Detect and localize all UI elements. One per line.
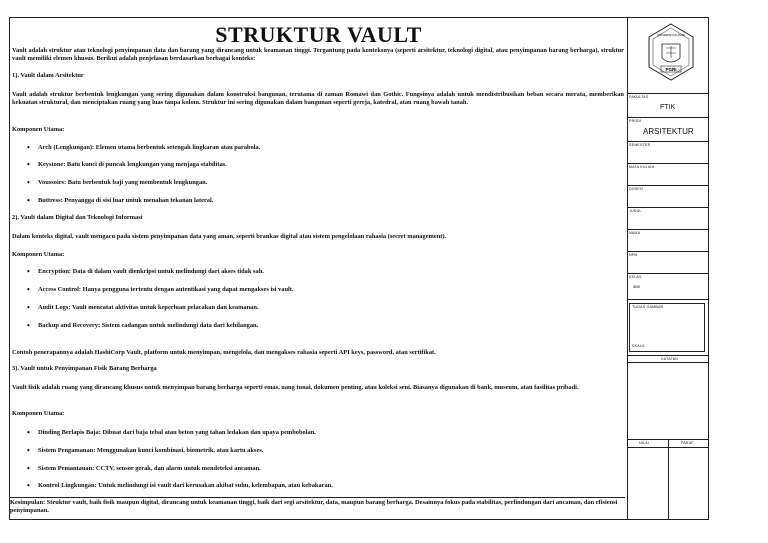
nama-cell	[627, 230, 708, 252]
section-2-components-label: Komponen Utama:	[12, 251, 65, 258]
tugas-gambar-label: TUGAS GAMBAR	[632, 305, 664, 309]
semester-label: SEMESTER	[629, 143, 651, 147]
section-1-item: • Buttress: Penyangga di sisi luar untuk menahan tekanan lateral.	[38, 197, 618, 205]
section-2-paragraph: Dalam konteks digital, vault mengacu pada sistem penyimpanan data yang aman, seperti brankas digital atau sistem pengelolaan rahasia (secret management).	[12, 233, 447, 240]
catatan-label: CATATAN	[661, 357, 679, 361]
main-content	[10, 18, 628, 519]
section-1-item: • Arch (Lengkungan): Elemen utama berbentuk setengah lingkaran atau parabola.	[38, 144, 618, 152]
university-logo-icon	[646, 22, 696, 82]
section-3-item: • Dinding Berlapis Baja: Dibuat dari baja tebal atau beton yang tahan ledakan dan upaya pembobolan.	[38, 429, 618, 437]
tugas-gambar-cell	[627, 300, 708, 356]
npm-label: NPM	[629, 253, 638, 257]
semester-cell	[627, 142, 708, 164]
prodi-label: PRODI	[629, 119, 642, 123]
section-2-heading: 2). Vault dalam Digital dan Teknologi Informasi	[12, 214, 143, 221]
kelas-value: 3B0	[633, 284, 641, 289]
svg-text:UNIVERSITAS PGRI: UNIVERSITAS PGRI	[657, 33, 685, 37]
nama-label: NAMA	[629, 231, 641, 235]
npm-cell	[627, 252, 708, 274]
skala-label: SKALA	[632, 344, 645, 348]
section-3-item: • Kontrol Lingkungan: Untuk melindungi isi vault dari kerusakan akibat suhu, kelembapan, atau kebakaran.	[38, 482, 618, 490]
section-3-item: • Sistem Pemantauan: CCTV, sensor gerak, dan alarm untuk mendeteksi ancaman.	[38, 465, 618, 473]
fakultas-value: FTIK	[660, 104, 676, 111]
paraf-label: PARAF	[681, 441, 694, 445]
section-3-paragraph: Vault fisik adalah ruang yang dirancang khusus untuk menyimpan barang berharga seperti emas, uang tunai, dokumen penting, atau koleksi seni. Biasanya digunakan di bank, museum, atau fasilitas pribadi.	[12, 384, 579, 391]
logo-cell	[627, 18, 708, 94]
section-2-item: • Audit Logs: Vault mencatat aktivitas untuk keperluan pelacakan dan keamanan.	[38, 304, 618, 312]
section-1-components-label: Komponen Utama:	[12, 126, 65, 133]
prodi-cell	[627, 118, 708, 142]
prodi-value: ARSITEKTUR	[643, 127, 694, 136]
catatan-divider	[627, 362, 708, 363]
judul-cell	[627, 208, 708, 230]
section-2-item: • Backup and Recovery: Sistem cadangan untuk melindungi data dari kehilangan.	[38, 322, 618, 330]
section-2-example: Contoh penerapannya adalah HashiCorp Vault, platform untuk menyimpan, mengelola, dan mengakses rahasia seperti API keys, password, atau sertifikat.	[12, 349, 436, 356]
mata-kuliah-label: MATA KULIAH	[629, 165, 655, 169]
nilai-paraf-divider	[668, 440, 669, 519]
title-block	[627, 18, 708, 519]
mata-kuliah-cell	[627, 164, 708, 186]
fakultas-label: FAKULTAS	[629, 95, 649, 99]
dosen-cell	[627, 186, 708, 208]
kelas-label: KELAS	[629, 275, 642, 279]
section-1-item: • Voussoirs: Batu berbentuk baji yang membentuk lengkungan.	[38, 179, 618, 187]
section-3-heading: 3). Vault untuk Penyimpanan Fisik Barang Berharga	[12, 365, 157, 372]
section-2-item: • Access Control: Hanya pengguna tertentu dengan autentikasi yang dapat mengakses isi vault.	[38, 286, 618, 294]
svg-text:PGRI: PGRI	[665, 67, 677, 72]
catatan-cell	[627, 356, 708, 440]
nilai-paraf-cell	[627, 440, 708, 519]
tugas-gambar-box	[629, 303, 705, 352]
document-sheet	[9, 17, 709, 520]
section-1-paragraph: Vault adalah struktur berbentuk lengkungan yang sering digunakan dalam konstruksi bangunan, terutama di zaman Romawi dan Gothic. Fungsinya adalah untuk mendistribusikan beban secara merata, memberikan kekuatan struktural, dan menciptakan ruang yang luas tanpa kolom. Struktur ini sering digunakan dalam bangunan seperti gereja, katedral, atau ruang bawah tanah.	[12, 91, 624, 107]
judul-label: JUDUL	[629, 209, 642, 213]
nilai-label: NILAI	[639, 441, 649, 445]
section-1-item: • Keystone: Batu kunci di puncak lengkungan yang menjaga stabilitas.	[38, 161, 618, 169]
conclusion-paragraph: Kesimpulan: Struktur vault, baik fisik maupun digital, dirancang untuk keamanan tinggi, baik dari segi arsitektur, data, maupun barang berharga. Desainnya fokus pada stabilitas, perlindungan dari ancaman, dan efisiensi penyimpanan.	[10, 497, 625, 515]
dosen-label: DOSEN	[629, 187, 643, 191]
section-2-item: • Encryption: Data di dalam vault dienkripsi untuk melindungi dari akses tidak sah.	[38, 268, 618, 276]
section-3-item: • Sistem Pengamanan: Menggunakan kunci kombinasi, biometrik, atau kartu akses.	[38, 447, 618, 455]
page-title: STRUKTUR VAULT	[215, 22, 422, 47]
intro-paragraph: Vault adalah struktur atau teknologi penyimpanan data dan barang yang dirancang untuk keamanan tinggi. Tergantung pada konteksnya (seperti arsitektur, teknologi digital, atau penyimpanan barang berharga), struktur vault memiliki elemen khusus. Berikut adalah penjelasan berdasarkan berbagai konteks:	[12, 47, 624, 63]
kelas-cell	[627, 274, 708, 300]
section-1-heading: 1). Vault dalam Arsitektur	[12, 72, 84, 79]
fakultas-cell	[627, 94, 708, 118]
section-3-components-label: Komponen Utama:	[12, 410, 65, 417]
